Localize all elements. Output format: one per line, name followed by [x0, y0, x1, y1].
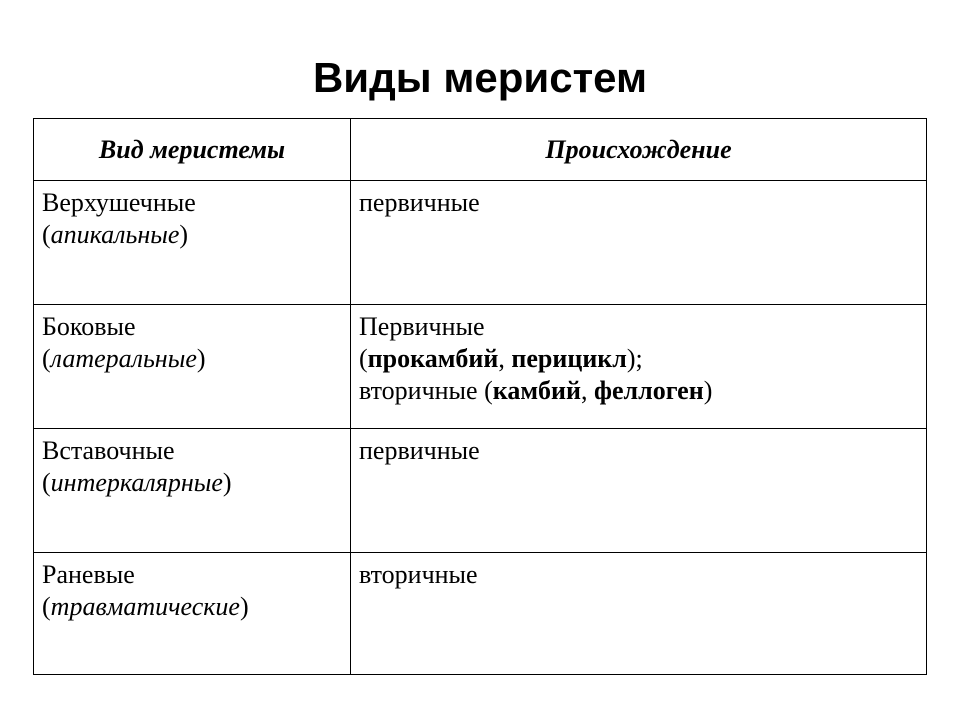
origin-secondary: вторичные (камбий, феллоген): [359, 376, 713, 405]
cell-origin: [351, 429, 927, 553]
cell-kind: [34, 181, 351, 305]
page-title: Виды меристем: [312, 54, 648, 101]
table-row: [34, 305, 927, 429]
origin-primary-items: (прокамбий, перицикл);: [359, 344, 643, 373]
kind-alt-text: интеркалярные: [50, 468, 223, 497]
kind-alt: (латеральные): [42, 344, 206, 373]
kind-alt: (апикальные): [42, 220, 189, 249]
kind-main: Вставочные: [42, 436, 175, 465]
cell-kind: [34, 429, 351, 553]
kind-alt-text: латеральные: [50, 344, 197, 373]
cell-origin: [351, 305, 927, 429]
origin-primary-item: перицикл: [511, 344, 627, 373]
table-row: [34, 181, 927, 305]
kind-main: Раневые: [42, 560, 135, 589]
origin-primary-item: прокамбий: [367, 344, 499, 373]
cell-kind: [34, 305, 351, 429]
origin-text: первичные: [359, 436, 480, 465]
table-row: [34, 429, 927, 553]
origin-primary-label: Первичные: [359, 312, 485, 341]
kind-alt: (травматические): [42, 592, 249, 621]
kind-main: Боковые: [42, 312, 136, 341]
kind-main: Верхушечные: [42, 188, 196, 217]
kind-alt-text: травматические: [50, 592, 240, 621]
origin-secondary-item: камбий: [492, 376, 581, 405]
table-header-row: [34, 119, 927, 181]
cell-origin: [351, 553, 927, 675]
column-header-kind: Вид меристемы: [34, 119, 351, 181]
cell-kind: [34, 553, 351, 675]
meristem-table: [33, 118, 927, 675]
kind-alt: (интеркалярные): [42, 468, 232, 497]
origin-secondary-item: феллоген: [594, 376, 704, 405]
kind-alt-text: апикальные: [50, 220, 180, 249]
origin-secondary-label: вторичные: [359, 376, 478, 405]
table-row: [34, 553, 927, 675]
cell-origin: [351, 181, 927, 305]
origin-text: вторичные: [359, 560, 478, 589]
column-header-origin: Происхождение: [351, 119, 927, 181]
origin-text: первичные: [359, 188, 480, 217]
